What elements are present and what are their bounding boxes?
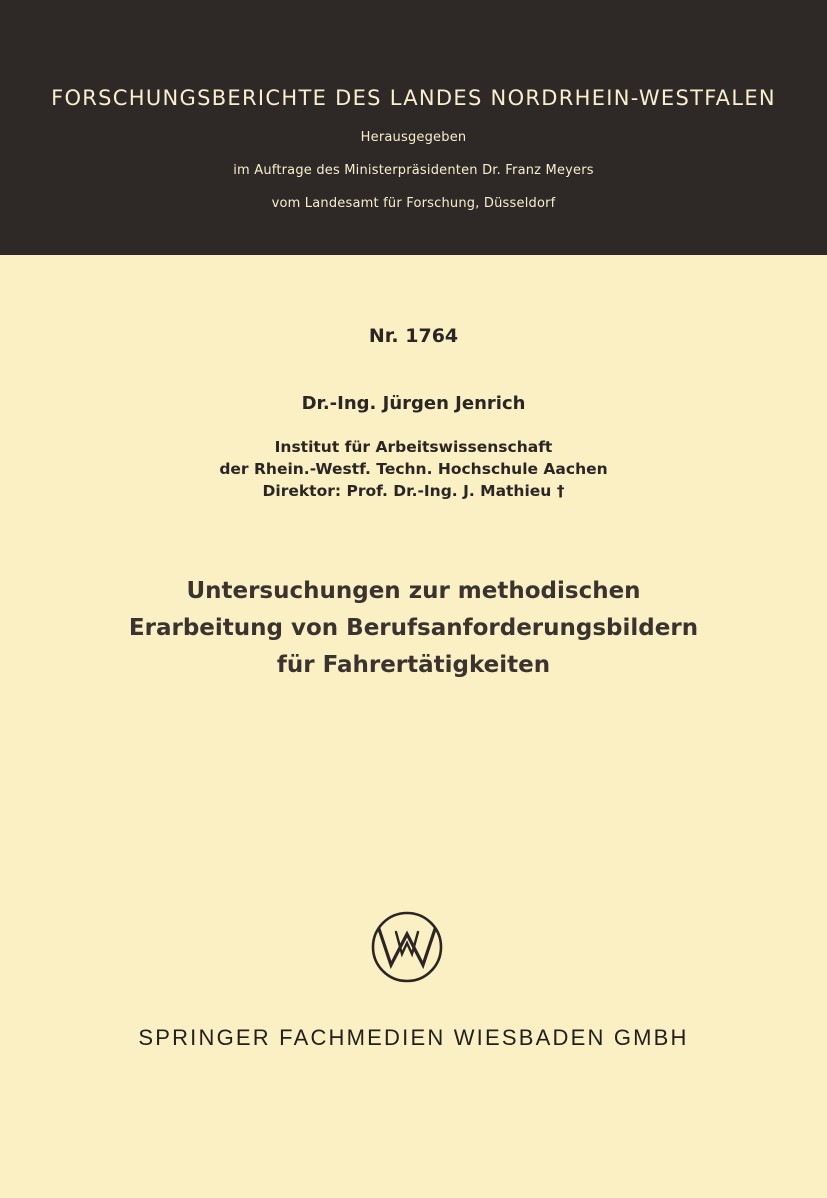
commission-line: im Auftrage des Ministerpräsidenten Dr. Franz Meyers: [233, 163, 594, 178]
institute-block: [0, 436, 827, 502]
editor-line: Herausgegeben: [360, 130, 467, 145]
title-line-2: Erarbeitung von Berufsanforderungsbildern: [128, 615, 699, 641]
institute-line-1: Institut für Arbeitswissenschaft: [274, 438, 553, 456]
publisher-name: SPRINGER FACHMEDIEN WIESBADEN GMBH: [138, 1025, 689, 1050]
series-title: FORSCHUNGSBERICHTE DES LANDES NORDRHEIN-WESTFALEN: [51, 86, 776, 110]
agency-line: vom Landesamt für Forschung, Düsseldorf: [271, 196, 556, 211]
ww-publisher-logo-icon: [370, 910, 444, 984]
book-title: [0, 573, 827, 684]
author-name: Dr.-Ing. Jürgen Jenrich: [301, 393, 526, 414]
title-line-1: Untersuchungen zur methodischen: [186, 578, 641, 604]
institute-line-2: der Rhein.-Westf. Techn. Hochschule Aachen: [219, 460, 608, 478]
header-band: [0, 0, 827, 255]
title-line-3: für Fahrertätigkeiten: [276, 652, 551, 678]
institute-line-3: Direktor: Prof. Dr.-Ing. J. Mathieu †: [262, 482, 565, 500]
report-number: Nr. 1764: [368, 325, 459, 347]
